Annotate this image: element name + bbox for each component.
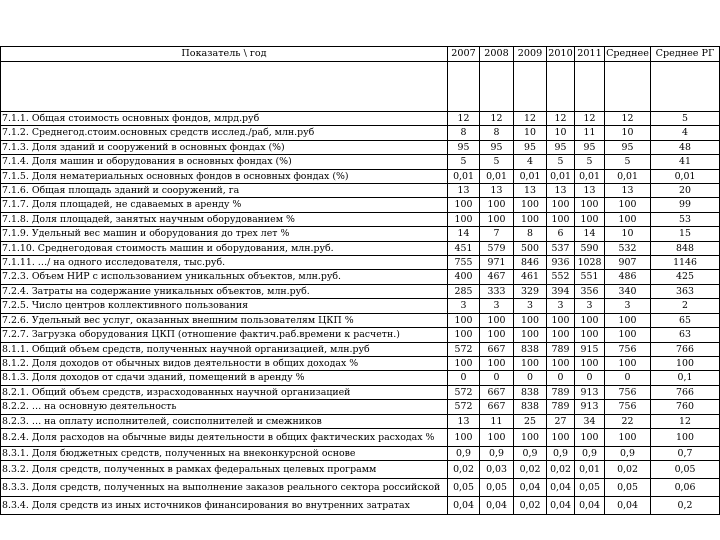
row-value: 100 <box>448 212 480 226</box>
row-value: 0,2 <box>651 497 720 515</box>
row-value: 451 <box>448 241 480 255</box>
row-value: 461 <box>514 270 547 284</box>
row-value: 907 <box>605 256 651 270</box>
row-value: 100 <box>547 198 575 212</box>
row-value: 41 <box>651 155 720 169</box>
table-row <box>1 256 720 270</box>
table-row <box>1 356 720 370</box>
row-value: 0,04 <box>605 497 651 515</box>
row-value: 766 <box>651 385 720 399</box>
row-label: 7.1.6. Общая площадь зданий и сооружений, га <box>1 184 448 198</box>
row-value: 5 <box>480 155 514 169</box>
row-value: 572 <box>448 400 480 414</box>
row-value: 590 <box>575 241 605 255</box>
row-value: 95 <box>575 140 605 154</box>
row-value: 400 <box>448 270 480 284</box>
row-value: 0,06 <box>651 479 720 497</box>
row-value: 667 <box>480 400 514 414</box>
row-value: 0 <box>575 371 605 385</box>
table-row <box>1 299 720 313</box>
row-value: 285 <box>448 284 480 298</box>
table-row <box>1 284 720 298</box>
empty-cell <box>514 62 547 112</box>
empty-cell <box>448 62 480 112</box>
row-value: 25 <box>514 414 547 428</box>
row-value: 0,9 <box>575 446 605 460</box>
row-value: 756 <box>605 342 651 356</box>
row-value: 65 <box>651 313 720 327</box>
row-value: 13 <box>605 184 651 198</box>
row-value: 0,03 <box>480 461 514 479</box>
row-value: 394 <box>547 284 575 298</box>
row-value: 100 <box>480 356 514 370</box>
row-label: 8.3.1. Доля бюджетных средств, полученных на внеконкурсной основе <box>1 446 448 460</box>
row-value: 95 <box>547 140 575 154</box>
row-value: 667 <box>480 342 514 356</box>
row-label: 7.1.4. Доля машин и оборудования в основных фондах (%) <box>1 155 448 169</box>
empty-cell <box>605 62 651 112</box>
row-value: 0,01 <box>547 169 575 183</box>
row-value: 10 <box>547 126 575 140</box>
row-value: 100 <box>514 212 547 226</box>
table-row <box>1 169 720 183</box>
row-value: 3 <box>514 299 547 313</box>
row-value: 0,01 <box>651 169 720 183</box>
row-value: 100 <box>448 313 480 327</box>
row-value: 0,01 <box>575 169 605 183</box>
row-label: 7.1.10. Среднегодовая стоимость машин и оборудования, млн.руб. <box>1 241 448 255</box>
row-value: 3 <box>448 299 480 313</box>
table-row <box>1 428 720 446</box>
year-header: 2007 <box>448 47 480 62</box>
row-value: 12 <box>575 112 605 126</box>
row-value: 100 <box>480 428 514 446</box>
row-value: 0 <box>514 371 547 385</box>
row-value: 0,04 <box>575 497 605 515</box>
table-row <box>1 198 720 212</box>
row-value: 838 <box>514 385 547 399</box>
table-row <box>1 371 720 385</box>
row-value: 4 <box>651 126 720 140</box>
row-value: 0,9 <box>605 446 651 460</box>
row-value: 100 <box>651 428 720 446</box>
row-value: 3 <box>547 299 575 313</box>
row-value: 8 <box>480 126 514 140</box>
row-label: 7.1.1. Общая стоимость основных фондов, млрд.руб <box>1 112 448 126</box>
empty-cell <box>651 62 720 112</box>
row-value: 5 <box>547 155 575 169</box>
row-value: 100 <box>448 356 480 370</box>
row-label: 8.3.2. Доля средств, полученных в рамках федеральных целевых программ <box>1 461 448 479</box>
row-value: 3 <box>575 299 605 313</box>
row-value: 0,01 <box>605 169 651 183</box>
empty-cell <box>547 62 575 112</box>
row-value: 7 <box>480 227 514 241</box>
row-value: 0,9 <box>480 446 514 460</box>
row-value: 356 <box>575 284 605 298</box>
row-value: 0,9 <box>514 446 547 460</box>
table-row <box>1 497 720 515</box>
row-value: 0 <box>605 371 651 385</box>
average-header: Среднее <box>605 47 651 62</box>
row-value: 0,9 <box>547 446 575 460</box>
row-value: 100 <box>575 212 605 226</box>
row-value: 0,02 <box>605 461 651 479</box>
row-value: 95 <box>448 140 480 154</box>
row-label: 7.2.7. Загрузка оборудования ЦКП (отношение фактич.раб.времени к расчетн.) <box>1 328 448 342</box>
row-value: 333 <box>480 284 514 298</box>
row-value: 20 <box>651 184 720 198</box>
row-value: 100 <box>480 212 514 226</box>
row-value: 1146 <box>651 256 720 270</box>
row-value: 838 <box>514 342 547 356</box>
row-value: 100 <box>605 212 651 226</box>
row-value: 100 <box>514 356 547 370</box>
row-value: 34 <box>575 414 605 428</box>
row-value: 12 <box>514 112 547 126</box>
row-label: 8.3.3. Доля средств, полученных на выполнение заказов реального сектора российской <box>1 479 448 497</box>
row-value: 100 <box>547 328 575 342</box>
row-value: 99 <box>651 198 720 212</box>
average-rf-header: Среднее РГ <box>651 47 720 62</box>
row-value: 100 <box>651 356 720 370</box>
row-value: 0,1 <box>651 371 720 385</box>
row-value: 100 <box>547 428 575 446</box>
row-value: 913 <box>575 400 605 414</box>
row-value: 3 <box>605 299 651 313</box>
row-label: 7.1.9. Удельный вес машин и оборудования до трех лет % <box>1 227 448 241</box>
row-value: 100 <box>575 328 605 342</box>
row-value: 0,05 <box>605 479 651 497</box>
row-value: 100 <box>605 428 651 446</box>
table-row <box>1 479 720 497</box>
row-value: 0,01 <box>480 169 514 183</box>
table-row <box>1 328 720 342</box>
table-row <box>1 212 720 226</box>
row-value: 0,9 <box>448 446 480 460</box>
row-value: 100 <box>480 198 514 212</box>
row-value: 0 <box>448 371 480 385</box>
row-value: 789 <box>547 385 575 399</box>
row-value: 0,05 <box>651 461 720 479</box>
row-value: 789 <box>547 400 575 414</box>
row-value: 100 <box>575 428 605 446</box>
row-value: 936 <box>547 256 575 270</box>
indicator-header: Показатель \ год <box>1 47 448 62</box>
row-value: 22 <box>605 414 651 428</box>
row-value: 100 <box>514 313 547 327</box>
row-value: 572 <box>448 342 480 356</box>
row-value: 5 <box>605 155 651 169</box>
row-value: 63 <box>651 328 720 342</box>
row-value: 363 <box>651 284 720 298</box>
row-value: 1028 <box>575 256 605 270</box>
row-value: 100 <box>448 428 480 446</box>
row-label: 7.1.11. …/ на одного исследователя, тыс.руб. <box>1 256 448 270</box>
row-value: 0,02 <box>514 497 547 515</box>
row-value: 13 <box>480 184 514 198</box>
row-value: 0,05 <box>480 479 514 497</box>
row-value: 971 <box>480 256 514 270</box>
row-value: 486 <box>605 270 651 284</box>
row-value: 467 <box>480 270 514 284</box>
row-value: 15 <box>651 227 720 241</box>
row-label: 7.1.3. Доля зданий и сооружений в основных фондах (%) <box>1 140 448 154</box>
row-value: 8 <box>448 126 480 140</box>
row-value: 100 <box>547 356 575 370</box>
row-value: 100 <box>575 313 605 327</box>
row-value: 95 <box>480 140 514 154</box>
row-value: 100 <box>514 328 547 342</box>
row-value: 95 <box>605 140 651 154</box>
row-value: 100 <box>605 356 651 370</box>
row-value: 8 <box>514 227 547 241</box>
row-value: 756 <box>605 400 651 414</box>
row-value: 0,01 <box>575 461 605 479</box>
row-label: 7.1.5. Доля нематериальных основных фондов в основных фондах (%) <box>1 169 448 183</box>
year-header: 2011 <box>575 47 605 62</box>
row-value: 579 <box>480 241 514 255</box>
row-value: 5 <box>575 155 605 169</box>
row-label: 8.3.4. Доля средств из иных источников финансирования во внутренних затратах <box>1 497 448 515</box>
row-value: 12 <box>448 112 480 126</box>
row-value: 789 <box>547 342 575 356</box>
row-value: 13 <box>448 184 480 198</box>
row-value: 14 <box>448 227 480 241</box>
table-row <box>1 155 720 169</box>
row-label: 7.2.5. Число центров коллективного пользования <box>1 299 448 313</box>
row-value: 100 <box>514 428 547 446</box>
row-value: 913 <box>575 385 605 399</box>
row-value: 100 <box>480 328 514 342</box>
row-value: 848 <box>651 241 720 255</box>
row-value: 11 <box>575 126 605 140</box>
row-value: 0,7 <box>651 446 720 460</box>
row-value: 838 <box>514 400 547 414</box>
row-value: 100 <box>547 212 575 226</box>
row-value: 551 <box>575 270 605 284</box>
row-value: 0,04 <box>480 497 514 515</box>
row-value: 0,04 <box>547 497 575 515</box>
row-value: 100 <box>480 313 514 327</box>
row-label: 7.2.4. Затраты на содержание уникальных объектов, млн.руб. <box>1 284 448 298</box>
row-label: 8.1.3. Доля доходов от сдачи зданий, помещений в аренду % <box>1 371 448 385</box>
table-row <box>1 400 720 414</box>
row-value: 0 <box>547 371 575 385</box>
row-label: 8.2.4. Доля расходов на обычные виды деятельности в общих фактических расходах % <box>1 428 448 446</box>
row-value: 0,05 <box>448 479 480 497</box>
row-value: 5 <box>651 112 720 126</box>
row-value: 100 <box>605 328 651 342</box>
row-label: 7.1.8. Доля площадей, занятых научным оборудованием % <box>1 212 448 226</box>
table-row <box>1 461 720 479</box>
row-value: 760 <box>651 400 720 414</box>
row-label: 8.1.1. Общий объем средств, полученных научной организацией, млн.руб <box>1 342 448 356</box>
spacer-row <box>1 62 720 112</box>
row-label: 7.1.7. Доля площадей, не сдаваемых в аренду % <box>1 198 448 212</box>
table-row <box>1 227 720 241</box>
row-value: 0,01 <box>514 169 547 183</box>
row-value: 329 <box>514 284 547 298</box>
row-value: 0,01 <box>448 169 480 183</box>
row-value: 340 <box>605 284 651 298</box>
row-value: 0,02 <box>514 461 547 479</box>
row-value: 48 <box>651 140 720 154</box>
row-value: 0,04 <box>547 479 575 497</box>
row-value: 100 <box>605 313 651 327</box>
table-row <box>1 385 720 399</box>
row-value: 0,05 <box>575 479 605 497</box>
row-value: 532 <box>605 241 651 255</box>
row-value: 4 <box>514 155 547 169</box>
row-value: 11 <box>480 414 514 428</box>
row-value: 572 <box>448 385 480 399</box>
row-value: 13 <box>547 184 575 198</box>
row-value: 667 <box>480 385 514 399</box>
row-value: 100 <box>575 356 605 370</box>
year-header: 2010 <box>547 47 575 62</box>
row-value: 846 <box>514 256 547 270</box>
row-value: 915 <box>575 342 605 356</box>
table-row <box>1 342 720 356</box>
row-value: 3 <box>480 299 514 313</box>
row-value: 100 <box>514 198 547 212</box>
row-value: 0,04 <box>448 497 480 515</box>
row-value: 537 <box>547 241 575 255</box>
year-header: 2008 <box>480 47 514 62</box>
row-value: 100 <box>547 313 575 327</box>
empty-cell <box>480 62 514 112</box>
row-value: 10 <box>605 227 651 241</box>
table-row <box>1 313 720 327</box>
row-value: 12 <box>651 414 720 428</box>
row-value: 0,04 <box>514 479 547 497</box>
row-value: 12 <box>605 112 651 126</box>
row-value: 2 <box>651 299 720 313</box>
row-value: 755 <box>448 256 480 270</box>
header-row <box>1 47 720 62</box>
table-row <box>1 126 720 140</box>
row-value: 27 <box>547 414 575 428</box>
row-value: 6 <box>547 227 575 241</box>
table-row <box>1 446 720 460</box>
indicators-table <box>0 46 720 515</box>
row-value: 0 <box>480 371 514 385</box>
row-label: 8.1.2. Доля доходов от обычных видов деятельности в общих доходах % <box>1 356 448 370</box>
row-value: 95 <box>514 140 547 154</box>
row-value: 0,02 <box>547 461 575 479</box>
row-label: 7.1.2. Среднегод.стоим.основных средств исслед./раб, млн.руб <box>1 126 448 140</box>
row-value: 13 <box>448 414 480 428</box>
row-label: 8.2.2. … на основную деятельность <box>1 400 448 414</box>
row-value: 100 <box>575 198 605 212</box>
row-label: 7.2.6. Удельный вес услуг, оказанных внешним пользователям ЦКП % <box>1 313 448 327</box>
table-row <box>1 140 720 154</box>
row-value: 100 <box>605 198 651 212</box>
row-value: 0,02 <box>448 461 480 479</box>
row-label: 8.2.1. Общий объем средств, израсходованных научной организацией <box>1 385 448 399</box>
row-value: 766 <box>651 342 720 356</box>
table-row <box>1 241 720 255</box>
row-value: 5 <box>448 155 480 169</box>
year-header: 2009 <box>514 47 547 62</box>
row-value: 425 <box>651 270 720 284</box>
table-row <box>1 270 720 284</box>
row-value: 10 <box>514 126 547 140</box>
table-row <box>1 414 720 428</box>
table-row <box>1 184 720 198</box>
row-value: 14 <box>575 227 605 241</box>
row-value: 100 <box>448 198 480 212</box>
row-label: 7.2.3. Объем НИР с использованием уникальных объектов, млн.руб. <box>1 270 448 284</box>
row-label: 8.2.3. … на оплату исполнителей, соисполнителей и смежников <box>1 414 448 428</box>
row-value: 100 <box>448 328 480 342</box>
row-value: 12 <box>480 112 514 126</box>
row-value: 500 <box>514 241 547 255</box>
row-value: 756 <box>605 385 651 399</box>
empty-cell <box>575 62 605 112</box>
row-value: 552 <box>547 270 575 284</box>
row-value: 13 <box>575 184 605 198</box>
empty-cell <box>1 62 448 112</box>
row-value: 53 <box>651 212 720 226</box>
table-row <box>1 112 720 126</box>
row-value: 10 <box>605 126 651 140</box>
row-value: 13 <box>514 184 547 198</box>
row-value: 12 <box>547 112 575 126</box>
